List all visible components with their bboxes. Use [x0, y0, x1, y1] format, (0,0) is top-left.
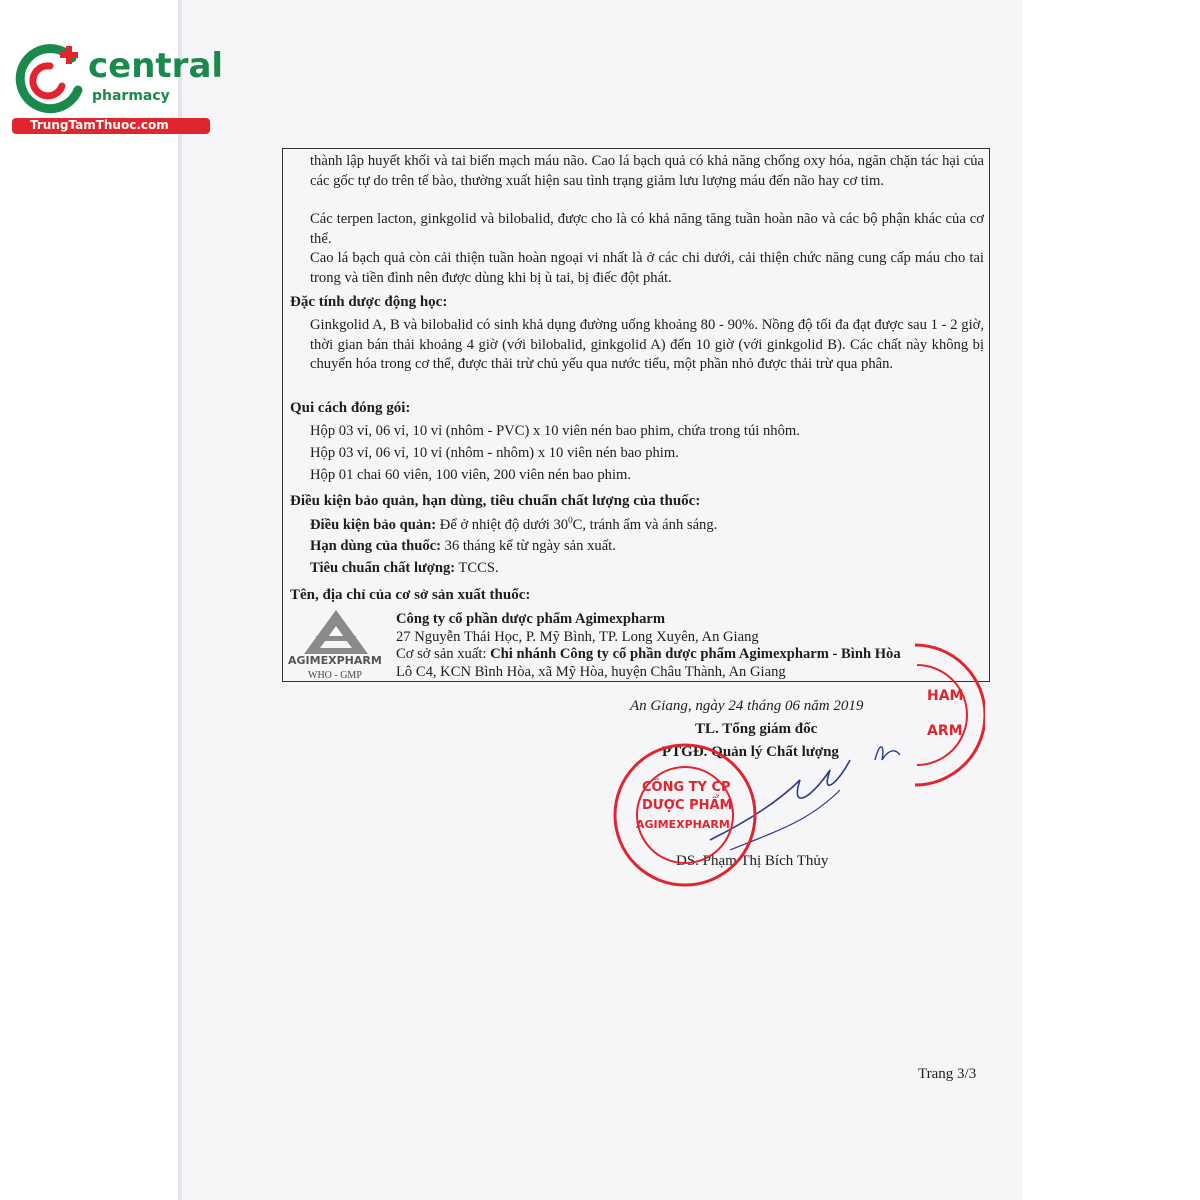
seal-line-1: CÔNG TY CP: [642, 780, 731, 795]
agimexpharm-logo-icon: [286, 606, 386, 658]
agimexpharm-logo-text: AGIMEXPHARM: [288, 654, 382, 667]
facility-address: Lô C4, KCN Bình Hòa, xã Mỹ Hòa, huyện Châu Thành, An Giang: [396, 664, 786, 680]
agimexpharm-logo: [286, 606, 386, 682]
storage-heading: Điều kiện bảo quản, hạn dùng, tiêu chuẩn chất lượng của thuốc:: [290, 493, 701, 509]
storage-condition: [310, 515, 717, 534]
company-address: 27 Nguyễn Thái Học, P. Mỹ Bình, TP. Long Xuyên, An Giang: [396, 629, 759, 645]
central-pharmacy-logo: [10, 38, 224, 138]
storage-condition-pre: Để ở nhiệt độ dưới 30: [439, 516, 569, 533]
quality-standard-label: Tiêu chuẩn chất lượng:: [310, 560, 456, 576]
signatory-name: DS. Phạm Thị Bích Thủy: [676, 853, 829, 869]
company-seal-icon: [610, 740, 760, 890]
manufacturer-heading: Tên, địa chỉ của cơ sở sản xuất thuốc:: [290, 587, 531, 603]
packing-item: Hộp 03 vỉ, 06 vỉ, 10 vỉ (nhôm - PVC) x 10 viên nén bao phim, chứa trong túi nhôm.: [310, 423, 800, 439]
storage-condition-post: C, tránh ẩm và ánh sáng.: [572, 516, 718, 533]
facility-label: Cơ sở sản xuất:: [396, 646, 487, 662]
brand-site: TrungTamThuoc.com: [30, 118, 169, 132]
quality-standard: [310, 560, 499, 577]
facility: [396, 646, 901, 663]
brand-name: central: [88, 46, 224, 86]
pk-text: Ginkgolid A, B và bilobalid có sinh khả dụng đường uống khoảng 80 - 90%. Nồng độ tối đa đạt được sau 1 - 2 giờ, thời gian bán thải khoảng 4 giờ (với bilobalid, ginkgolid A) đến 10 giờ (với ginkgolid B). Các chất này không bị chuyển hóa trong cơ thể, được thải trừ chủ yếu qua nước tiểu, một phần nhỏ được thải trừ qua phân.: [310, 317, 984, 372]
storage-condition-value: [440, 517, 718, 533]
brand-sub: pharmacy: [92, 88, 170, 104]
page-number: Trang 3/3: [918, 1066, 977, 1082]
company-name: Công ty cổ phần dược phẩm Agimexpharm: [396, 611, 666, 627]
storage-condition-sup: 0: [568, 515, 573, 525]
seal-line-3: AGIMEXPHARM: [636, 818, 730, 831]
agimexpharm-logo-sub: WHO - GMP: [308, 670, 362, 681]
quality-standard-value: TCCS.: [458, 560, 499, 576]
svg-text:HAM: HAM: [927, 688, 964, 704]
pk-heading: Đặc tính dược động học:: [290, 294, 448, 310]
facility-name: Chi nhánh Công ty cổ phần dược phẩm Agimexpharm - Bình Hòa: [490, 646, 901, 662]
svg-text:ARM: ARM: [927, 723, 963, 739]
signature-title-1: TL. Tổng giám đốc: [695, 721, 818, 737]
scan-edge: [178, 0, 182, 1200]
expiry: [310, 538, 616, 555]
expiry-value: 36 tháng kể từ ngày sản xuất.: [444, 538, 616, 554]
intro-paragraph-3: Cao lá bạch quả còn cải thiện tuần hoàn ngoại vi nhất là ở các chi dưới, cải thiện chức năng cung cấp máu cho tai trong và tiền đình nên được dùng khi bị ù tai, bị điếc đột phát.: [310, 250, 984, 286]
partial-seal-icon: [905, 640, 985, 790]
expiry-label: Hạn dùng của thuốc:: [310, 538, 441, 554]
intro-paragraph-1: thành lập huyết khối và tai biến mạch máu não. Cao lá bạch quả có khả năng chống oxy hóa, ngăn chặn tác hại của các gốc tự do trên tế bào, thường xuất hiện sau tình trạng giảm lưu lượng máu đến não hay cơ tim.: [310, 153, 984, 189]
seal-line-2: DƯỢC PHẨM: [642, 798, 733, 813]
company-seal: [610, 740, 760, 890]
packing-heading: Qui cách đóng gói:: [290, 400, 411, 416]
packing-item: Hộp 01 chai 60 viên, 100 viên, 200 viên nén bao phim.: [310, 467, 632, 483]
signature-date: An Giang, ngày 24 tháng 06 năm 2019: [630, 698, 864, 714]
packing-item: Hộp 03 vỉ, 06 vỉ, 10 vỉ (nhôm - nhôm) x 10 viên nén bao phim.: [310, 445, 679, 461]
storage-condition-label: Điều kiện bảo quản:: [310, 516, 437, 533]
intro-paragraph-2: Các terpen lacton, ginkgolid và bilobalid, được cho là có khả năng tăng tuần hoàn não và các bộ phận khác của cơ thể.: [310, 211, 984, 247]
signature-title-2: PTGĐ. Quản lý Chất lượng: [662, 744, 839, 760]
